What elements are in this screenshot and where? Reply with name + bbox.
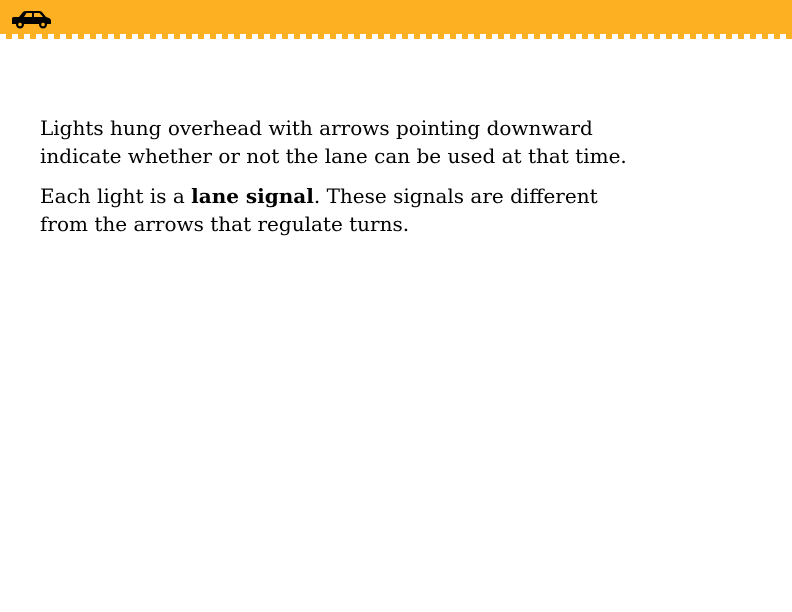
paragraph-prefix: Each light is a	[40, 184, 192, 208]
term-lane-signal: lane signal	[191, 184, 314, 208]
paragraph-lane-signal	[40, 182, 640, 238]
car-icon	[10, 9, 52, 29]
paragraph-suffix: . These signals are different from the arrows that regulate turns.	[40, 184, 598, 236]
header-bar	[0, 0, 792, 40]
paragraph-lights-overhead: Lights hung overhead with arrows pointing downward indicate whether or not the lane can be used at that time.	[40, 116, 627, 168]
slide-content	[40, 114, 640, 250]
header-banner	[0, 0, 792, 40]
